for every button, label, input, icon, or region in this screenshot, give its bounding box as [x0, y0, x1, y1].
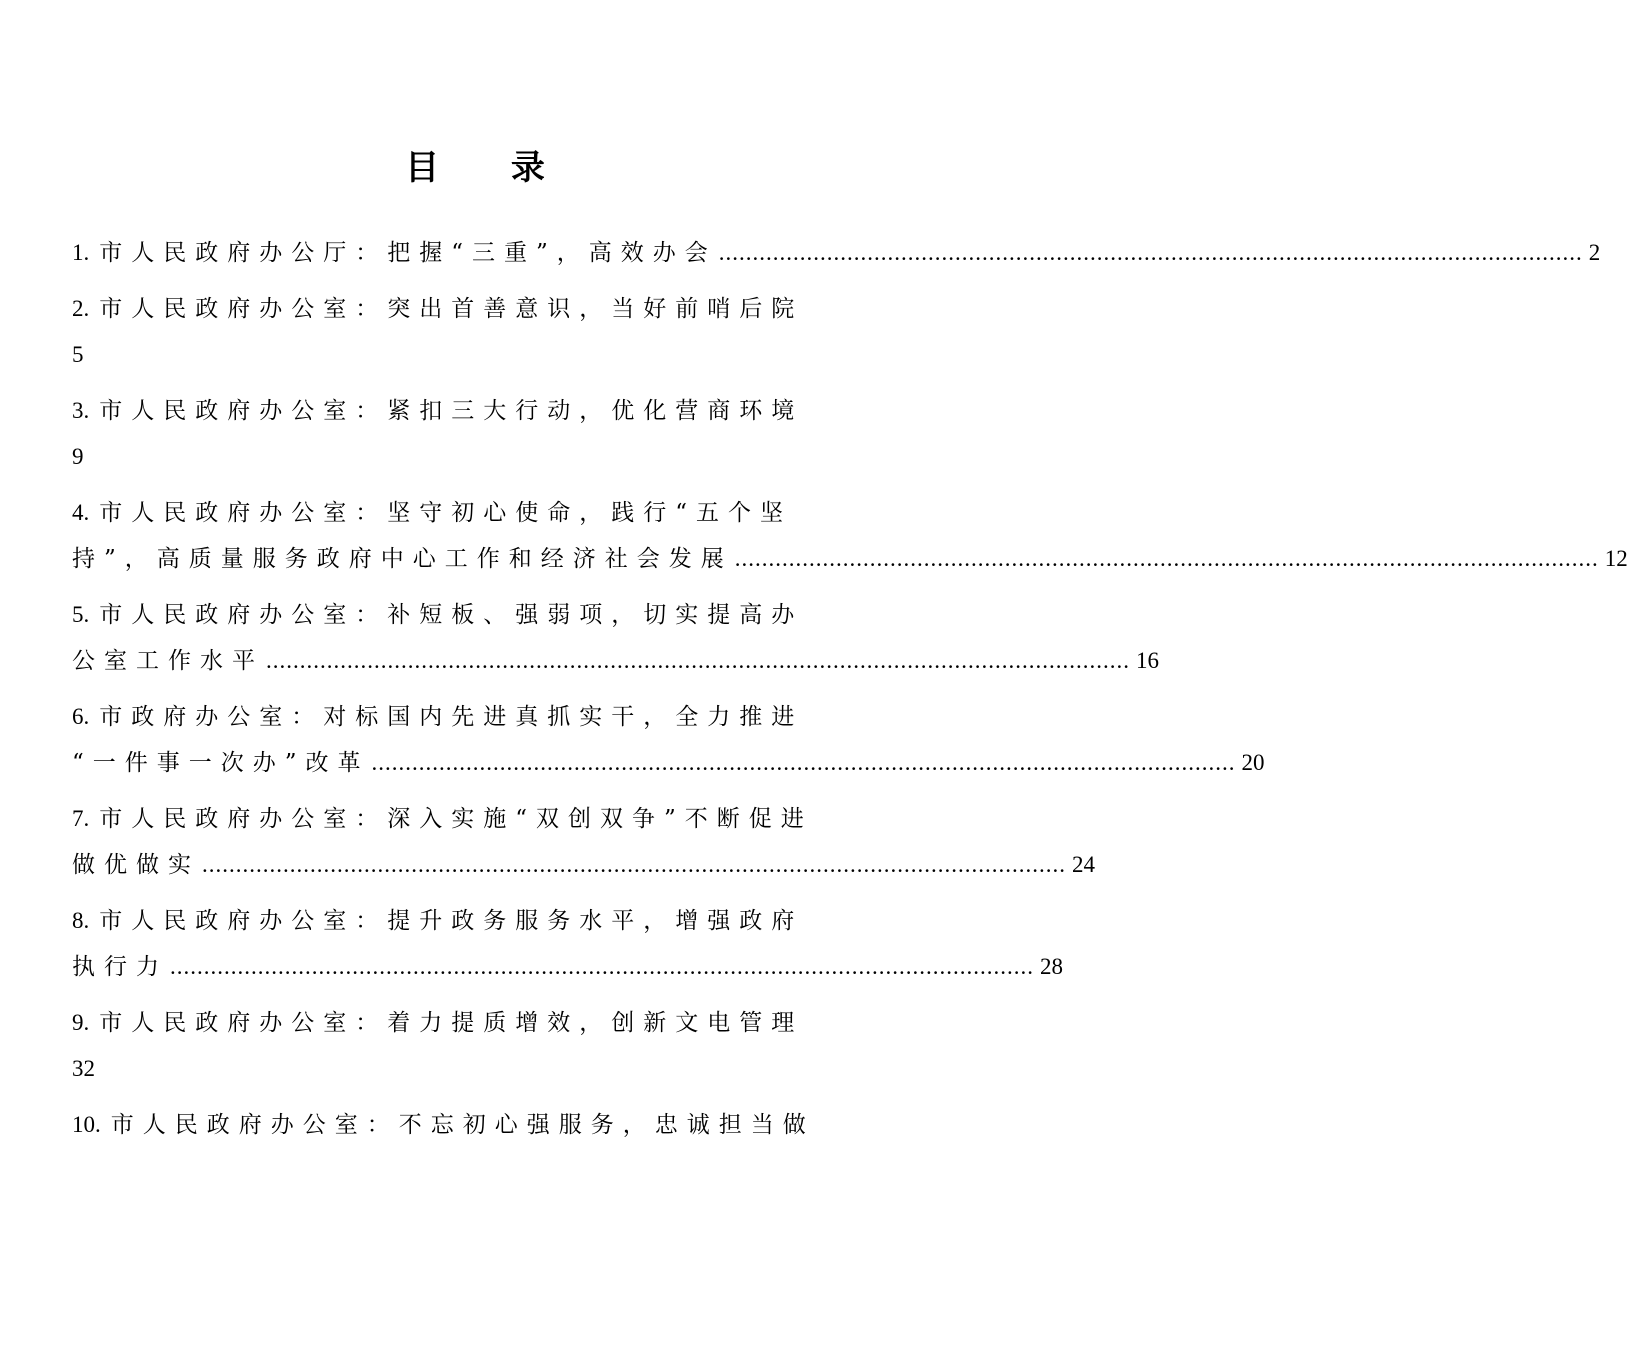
entry-page-number: 2: [1588, 240, 1601, 265]
entry-title-continued: 持”，高质量服务政府中心工作和经济社会发展: [72, 546, 733, 572]
entry-title-continued: 执行力: [72, 954, 168, 980]
entry-title: 市人民政府办公室：深入实施“双创双争”不断促进: [99, 806, 813, 832]
dot-leader: ................................................................................................................................: [718, 240, 1583, 265]
toc-entry-6[interactable]: [72, 694, 1265, 786]
entry-page-number: 5: [72, 342, 84, 367]
entry-title: 市人民政府办公室：不忘初心强服务，忠诚担当做: [110, 1112, 815, 1138]
dot-leader: ................................................................................................................................: [202, 852, 1066, 877]
entry-number: 4.: [72, 500, 90, 525]
toc-entry-10[interactable]: [72, 1102, 870, 1148]
table-of-contents: [72, 230, 1628, 1158]
entry-page-number: 32: [72, 1056, 95, 1081]
entry-number: 6.: [72, 704, 90, 729]
entry-title-continued: “一件事一次办”改革: [72, 750, 370, 776]
toc-entry-1[interactable]: [72, 230, 1601, 276]
entry-page-number: 24: [1072, 852, 1095, 877]
entry-page-number: 9: [72, 444, 84, 469]
entry-number: 5.: [72, 602, 90, 627]
entry-title-continued: 公室工作水平: [72, 648, 264, 674]
toc-entry-5[interactable]: [72, 592, 1159, 684]
page-title: 目 录: [405, 148, 575, 188]
toc-entry-2[interactable]: [72, 286, 870, 378]
entry-number: 2.: [72, 296, 90, 321]
toc-entry-7[interactable]: [72, 796, 1095, 888]
toc-entry-9[interactable]: [72, 1000, 870, 1092]
toc-entry-4[interactable]: [72, 490, 1628, 582]
entry-title: 市人民政府办公室：着力提质增效，创新文电管理: [99, 1010, 804, 1036]
entry-title: 市人民政府办公室：补短板、强弱项，切实提高办: [99, 602, 804, 628]
entry-page-number: 16: [1136, 648, 1159, 673]
entry-page-number: 20: [1241, 750, 1265, 775]
entry-title: 市人民政府办公厅：把握“三重”，高效办会: [99, 240, 717, 266]
entry-number: 9.: [72, 1010, 90, 1035]
dot-leader: ................................................................................................................................: [170, 954, 1034, 979]
entry-number: 1.: [72, 240, 90, 265]
entry-title: 市人民政府办公室：紧扣三大行动，优化营商环境: [99, 398, 804, 424]
dot-leader: ................................................................................................................................: [734, 546, 1599, 571]
entry-title-continued: 做优做实: [72, 852, 200, 878]
entry-title: 市人民政府办公室：坚守初心使命，践行“五个坚: [99, 500, 793, 526]
entry-number: 3.: [72, 398, 90, 423]
entry-page-number: 28: [1040, 954, 1063, 979]
dot-leader: ................................................................................................................................: [266, 648, 1130, 673]
entry-number: 10.: [72, 1112, 101, 1137]
entry-title: 市人民政府办公室：提升政务服务水平，增强政府: [99, 908, 804, 934]
entry-number: 7.: [72, 806, 90, 831]
dot-leader: ................................................................................................................................: [371, 750, 1236, 775]
entry-number: 8.: [72, 908, 90, 933]
entry-title: 市政府办公室：对标国内先进真抓实干，全力推进: [99, 704, 804, 730]
toc-entry-3[interactable]: [72, 388, 870, 480]
entry-title: 市人民政府办公室：突出首善意识，当好前哨后院: [99, 296, 804, 322]
toc-entry-8[interactable]: [72, 898, 1063, 990]
entry-page-number: 12: [1604, 546, 1628, 571]
